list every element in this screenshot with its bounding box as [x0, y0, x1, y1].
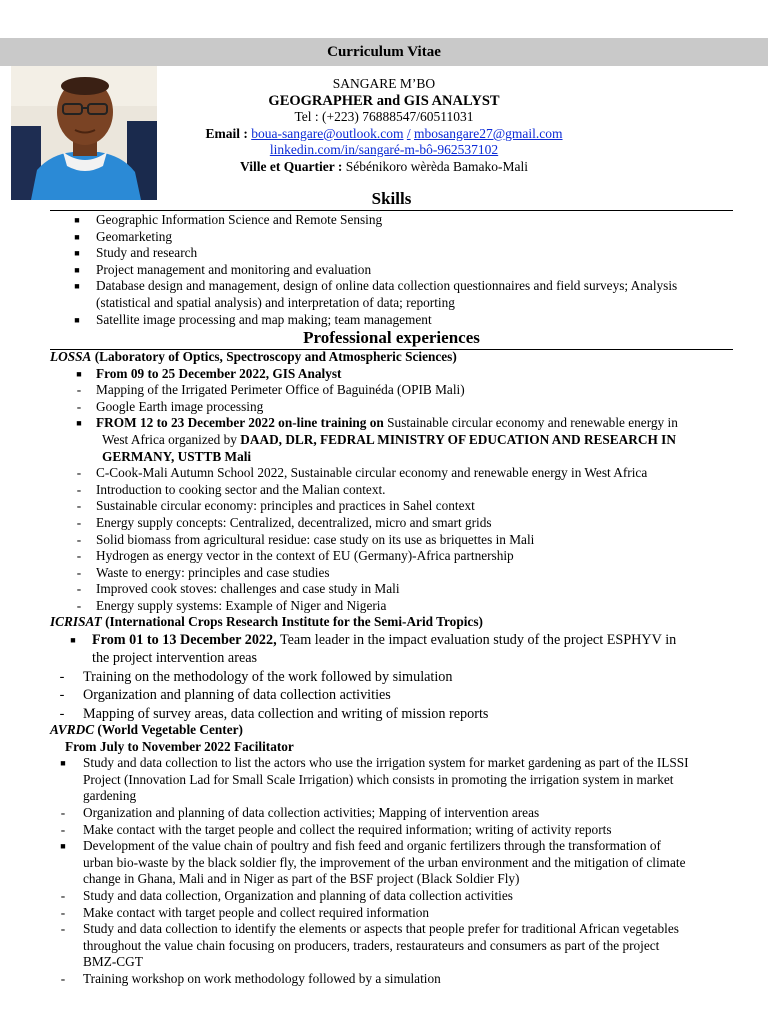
contact-header: [150, 76, 618, 175]
dash-bullet: -: [60, 904, 66, 920]
linkedin-line: [150, 142, 618, 159]
profile-photo: [11, 66, 157, 200]
list-item: - Energy supply systems: Example of Niger and Nigeria: [0, 598, 768, 615]
lossa-period-2-continued: West Africa organized by DAAD, DLR, FEDRAL MINISTRY OF EDUCATION AND RESEARCH IN: [102, 431, 676, 447]
email-line: [150, 126, 618, 143]
list-item: - Study and data collection, Organization and planning of data collection activities: [0, 888, 768, 905]
email-separator: /: [406, 125, 411, 141]
bullet-square-icon: ■: [60, 758, 66, 769]
icrisat-org-name: ICRISAT: [50, 614, 102, 629]
dash-bullet: -: [76, 581, 82, 597]
list-item: - Training workshop on work methodology followed by a simulation: [0, 971, 768, 988]
lossa-period-1: ■ From 09 to 25 December 2022, GIS Analyst: [0, 366, 768, 383]
icrisat-section: [0, 614, 768, 723]
lossa-period-2-continued: GERMANY, USTTB Mali: [102, 448, 252, 464]
bullet-square-icon: ■: [74, 314, 80, 325]
skills-heading: Skills: [50, 189, 733, 211]
dash-bullet: -: [59, 687, 65, 704]
bullet-square-icon: ■: [60, 841, 66, 852]
list-item: - Mapping of survey areas, data collection and writing of mission reports: [0, 705, 768, 724]
avrdc-org-name: AVRDC: [50, 722, 95, 737]
bullet-square-icon: ■: [74, 215, 80, 225]
email-link-1[interactable]: boua-sangare@outlook.com: [251, 125, 404, 141]
skills-list: [0, 212, 768, 328]
dash-bullet: -: [76, 481, 82, 497]
bullet-square-icon: ■: [70, 634, 76, 645]
portrait-image: [11, 66, 157, 200]
list-item: - Study and data collection to identify the elements or aspects that people prefer for traditional African vegetables: [0, 921, 768, 938]
list-item-continued: Project (Innovation Lad for Small Scale Irrigation) which consists in promoting the irrigation system in market: [83, 771, 674, 787]
dash-bullet: -: [59, 705, 65, 722]
address-value: Sébénikoro wèrèda Bamako-Mali: [345, 158, 528, 174]
list-item: - Solid biomass from agricultural residue: case study on its use as briquettes in Mali: [0, 532, 768, 549]
avrdc-org-full: (World Vegetable Center): [97, 722, 243, 737]
skill-item-continued: (statistical and spatial analysis) and interpretation of data; reporting: [96, 294, 455, 310]
dash-bullet: -: [76, 465, 82, 481]
lossa-org-line: [0, 349, 768, 366]
email-link-2[interactable]: mbosangare27@gmail.com: [414, 125, 563, 141]
list-item-continued: BMZ-CGT: [83, 954, 143, 970]
address-line: [150, 159, 618, 176]
document-title: Curriculum Vitae: [327, 44, 441, 60]
list-item: - Energy supply concepts: Centralized, decentralized, micro and smart grids: [0, 515, 768, 532]
phone-line: Tel : (+223) 76888547/60511031: [294, 109, 474, 124]
skill-item: ■ Project management and monitoring and evaluation: [0, 262, 768, 279]
list-item: - Google Earth image processing: [0, 399, 768, 416]
dash-bullet: -: [76, 398, 82, 414]
bullet-square-icon: ■: [74, 231, 80, 242]
skill-item: ■ Study and research: [0, 245, 768, 262]
list-item-continued: throughout the value chain focusing on producers, traders, restaurateurs and consumers as part of the project: [83, 937, 660, 953]
skill-item: ■ Geomarketing: [0, 229, 768, 246]
dash-bullet: -: [60, 970, 66, 986]
dash-bullet: -: [76, 564, 82, 580]
icrisat-org-line: [0, 614, 768, 631]
dash-bullet: -: [76, 531, 82, 547]
dash-bullet: -: [76, 548, 82, 564]
email-label: Email :: [205, 125, 248, 141]
dash-bullet: -: [76, 597, 82, 613]
avrdc-period: From July to November 2022 Facilitator: [65, 738, 294, 754]
list-item-continued: change in Ghana, Mali and in Niger as part of the BSF project (Black Soldier Fly): [83, 871, 520, 887]
skill-item: ■ Satellite image processing and map making; team management: [0, 312, 768, 329]
list-item: - Waste to energy: principles and case studies: [0, 565, 768, 582]
dash-bullet: -: [76, 514, 82, 530]
list-item: ■ Study and data collection to list the actors who use the irrigation system for market gardening as part of the ILSSI: [0, 755, 768, 772]
dash-bullet: -: [60, 921, 66, 937]
dash-bullet: -: [60, 804, 66, 820]
lossa-org-name: LOSSA: [50, 349, 92, 364]
list-item: - Organization and planning of data collection activities: [0, 686, 768, 705]
dash-bullet: -: [60, 821, 66, 837]
list-item: - C-Cook-Mali Autumn School 2022, Sustainable circular economy and renewable energy in West Africa: [0, 465, 768, 482]
list-item: - Improved cook stoves: challenges and case study in Mali: [0, 581, 768, 598]
list-item: ■ Development of the value chain of poultry and fish feed and organic fertilizers through the transformation of: [0, 838, 768, 855]
job-title: GEOGRAPHER and GIS ANALYST: [268, 92, 500, 109]
lossa-org-full: (Laboratory of Optics, Spectroscopy and Atmospheric Sciences): [94, 349, 457, 364]
dash-bullet: -: [59, 668, 65, 685]
avrdc-org-line: [0, 722, 768, 739]
list-item: - Training on the methodology of the work followed by simulation: [0, 668, 768, 687]
icrisat-org-full: (International Crops Research Institute for the Semi-Arid Tropics): [105, 614, 483, 629]
lossa-period-2: ■ FROM 12 to 23 December 2022 on-line training on Sustainable circular economy and renewable energy in: [0, 415, 768, 432]
dash-bullet: -: [60, 887, 66, 903]
bullet-square-icon: ■: [74, 248, 80, 259]
list-item: - Sustainable circular economy: principles and practices in Sahel context: [0, 498, 768, 515]
linkedin-link[interactable]: linkedin.com/in/sangaré-m-bô-962537102: [269, 142, 499, 157]
bullet-square-icon: ■: [74, 281, 80, 292]
list-item: - Make contact with target people and collect required information: [0, 905, 768, 922]
document-title-bar: [0, 38, 768, 66]
icrisat-period-continued: the project intervention areas: [92, 650, 258, 667]
dash-bullet: -: [76, 382, 82, 398]
skill-item: ■ Database design and management, design of online data collection questionnaires and field surveys; Analysis: [0, 278, 768, 295]
lossa-section: [0, 349, 768, 615]
full-name: SANGARE M’BO: [332, 76, 436, 91]
avrdc-section: [0, 722, 768, 988]
list-item: - Introduction to cooking sector and the Malian context.: [0, 482, 768, 499]
skill-item: ■ Geographic Information Science and Remote Sensing: [0, 212, 768, 229]
address-label: Ville et Quartier :: [240, 158, 343, 174]
bullet-square-icon: ■: [76, 368, 82, 379]
experience-heading: Professional experiences: [50, 328, 733, 350]
list-item: - Organization and planning of data collection activities; Mapping of intervention areas: [0, 805, 768, 822]
list-item-continued: urban bio-waste by the black soldier fly, the improvement of the urban environment and the mitigation of climate: [83, 854, 686, 870]
list-item: - Make contact with the target people and collect the required information; writing of activity reports: [0, 822, 768, 839]
bullet-square-icon: ■: [74, 264, 80, 275]
bullet-square-icon: ■: [76, 418, 82, 429]
icrisat-period: ■ From 01 to 13 December 2022, Team leader in the impact evaluation study of the project ESPHYV in: [0, 631, 768, 650]
list-item-continued: gardening: [83, 788, 137, 804]
list-item: - Mapping of the Irrigated Perimeter Office of Baguinéda (OPIB Mali): [0, 382, 768, 399]
list-item: - Hydrogen as energy vector in the context of EU (Germany)-Africa partnership: [0, 548, 768, 565]
dash-bullet: -: [76, 498, 82, 514]
